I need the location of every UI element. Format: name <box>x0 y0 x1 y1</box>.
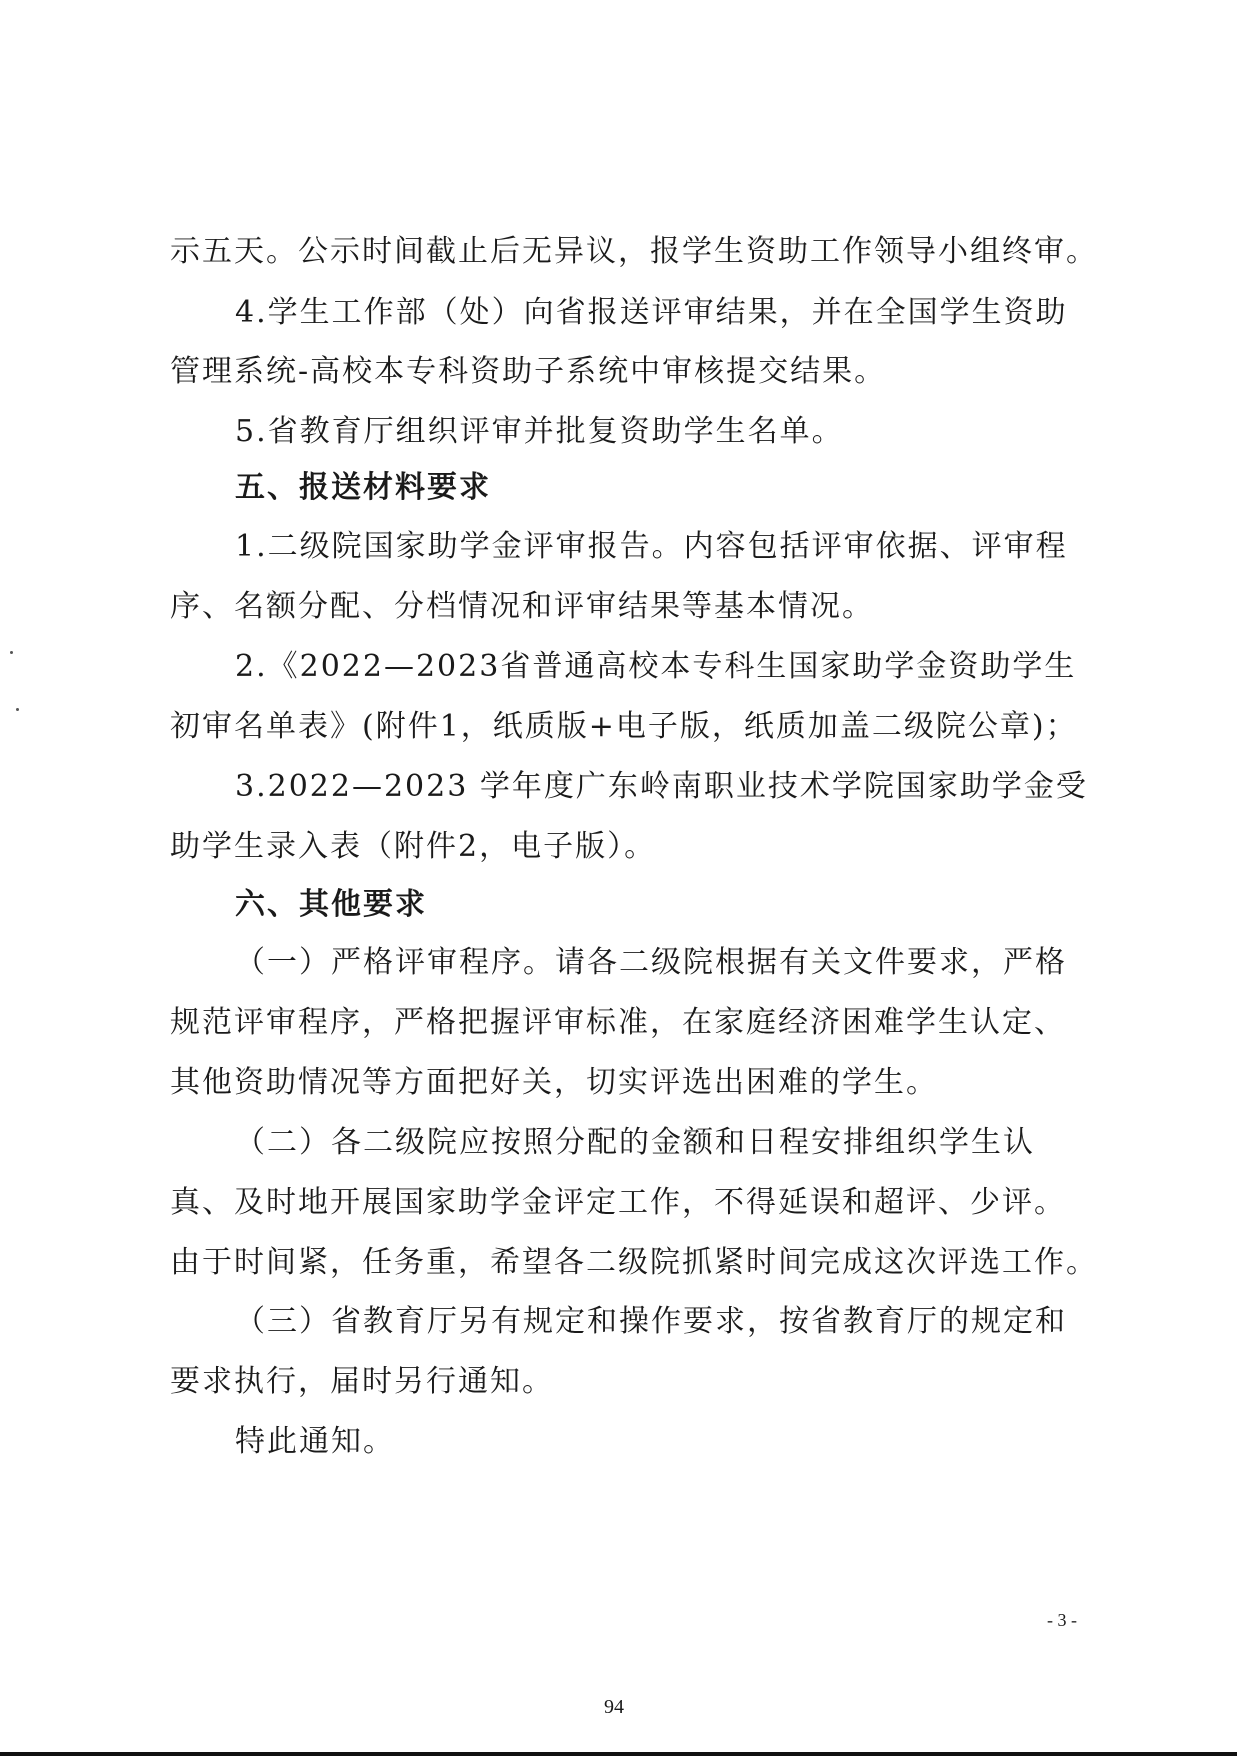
text-line: （一）严格评审程序。请各二级院根据有关文件要求，严格 <box>235 945 1067 980</box>
text-line: 助学生录入表（附件2，电子版）。 <box>170 829 657 864</box>
text-line: 其他资助情况等方面把好关，切实评选出困难的学生。 <box>170 1065 938 1100</box>
scan-speck <box>10 651 13 654</box>
text-line: 要求执行，届时另行通知。 <box>170 1364 554 1399</box>
section-heading: 六、其他要求 <box>235 887 427 922</box>
text-line: 5.省教育厅组织评审并批复资助学生名单。 <box>235 414 844 449</box>
scan-bottom-edge <box>0 1752 1237 1756</box>
text-line: 真、及时地开展国家助学金评定工作，不得延误和超评、少评。 <box>170 1185 1066 1220</box>
text-line: 序、名额分配、分档情况和评审结果等基本情况。 <box>170 589 874 624</box>
text-line: 规范评审程序，严格把握评审标准，在家庭经济困难学生认定、 <box>170 1005 1066 1040</box>
footer-number: 94 <box>604 1696 624 1718</box>
text-line: 示五天。公示时间截止后无异议，报学生资助工作领导小组终审。 <box>170 234 1098 269</box>
text-line: 管理系统-高校本专科资助子系统中审核提交结果。 <box>170 354 887 389</box>
scan-speck <box>16 708 19 711</box>
text-line: 1.二级院国家助学金评审报告。内容包括评审依据、评审程 <box>235 529 1068 564</box>
text-line: 特此通知。 <box>235 1424 395 1459</box>
text-line: 初审名单表》(附件1，纸质版+电子版，纸质加盖二级院公章)； <box>170 709 1078 744</box>
text-line: （三）省教育厅另有规定和操作要求，按省教育厅的规定和 <box>235 1304 1067 1339</box>
text-line: 3.2022—2023 学年度广东岭南职业技术学院国家助学金受 <box>235 769 1088 804</box>
text-line: 4.学生工作部（处）向省报送评审结果，并在全国学生资助 <box>235 295 1068 330</box>
text-line: （二）各二级院应按照分配的金额和日程安排组织学生认 <box>235 1125 1035 1160</box>
text-line: 由于时间紧，任务重，希望各二级院抓紧时间完成这次评选工作。 <box>170 1245 1098 1280</box>
section-heading: 五、报送材料要求 <box>235 470 491 505</box>
page-number: - 3 - <box>1047 1610 1077 1630</box>
text-line: 2.《2022—2023省普通高校本专科生国家助学金资助学生 <box>235 649 1077 684</box>
